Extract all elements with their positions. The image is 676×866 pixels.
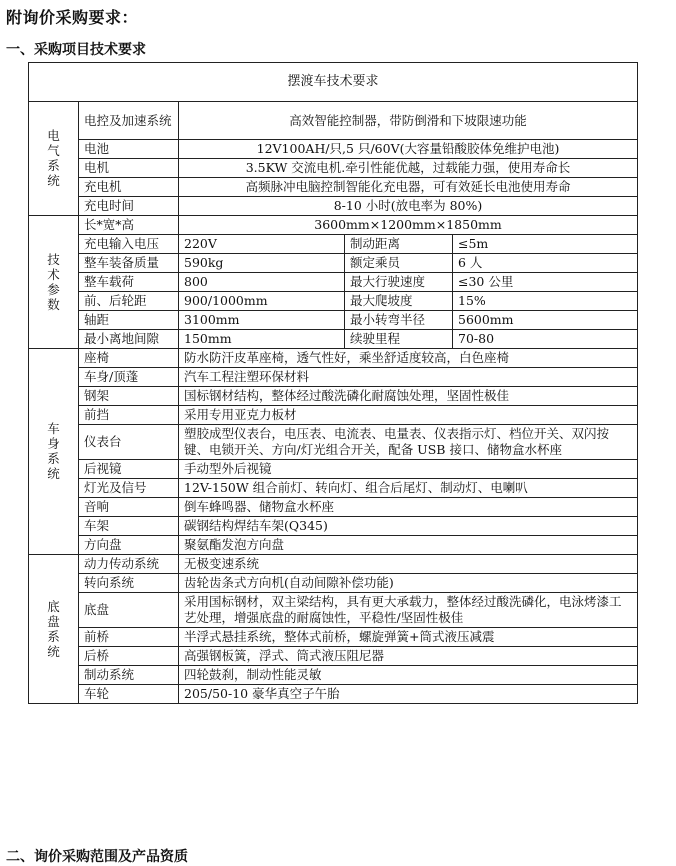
table-row <box>29 368 638 387</box>
table-row <box>29 102 638 140</box>
table-row <box>29 311 638 330</box>
table-row <box>29 574 638 593</box>
row-label: 车架 <box>79 517 179 536</box>
row-label: 整车装备质量 <box>79 254 179 273</box>
table-row <box>29 460 638 479</box>
table-row <box>29 593 638 628</box>
row-label: 车身/顶蓬 <box>79 368 179 387</box>
row-value: 150mm <box>179 330 345 349</box>
row-value: 12V100AH/只,5 只/60V(大容量铅酸胶体免维护电池) <box>179 140 638 159</box>
row-label: 制动系统 <box>79 666 179 685</box>
table-row <box>29 479 638 498</box>
table-row <box>29 425 638 460</box>
category-tech: 技术参数 <box>29 216 79 349</box>
table-row <box>29 330 638 349</box>
row-label: 动力传动系统 <box>79 555 179 574</box>
row-label: 电控及加速系统 <box>79 102 179 140</box>
table-row <box>29 159 638 178</box>
row-label-2: 制动距离 <box>345 235 453 254</box>
row-label: 座椅 <box>79 349 179 368</box>
row-label: 轴距 <box>79 311 179 330</box>
row-value: 聚氨酯发泡方向盘 <box>179 536 638 555</box>
table-row <box>29 140 638 159</box>
row-value: 国标钢材结构，整体经过酸洗磷化耐腐蚀处理，坚固性极佳 <box>179 387 638 406</box>
row-value-2: 15% <box>453 292 638 311</box>
table-row <box>29 387 638 406</box>
table-row <box>29 406 638 425</box>
row-value: 四轮鼓刹，制动性能灵敏 <box>179 666 638 685</box>
table-row <box>29 498 638 517</box>
row-value: 8-10 小时(放电率为 80%) <box>179 197 638 216</box>
table-row <box>29 666 638 685</box>
row-label: 前桥 <box>79 628 179 647</box>
row-value: 采用专用亚克力板材 <box>179 406 638 425</box>
table-row <box>29 536 638 555</box>
table-row <box>29 235 638 254</box>
row-label-2: 续驶里程 <box>345 330 453 349</box>
row-label: 灯光及信号 <box>79 479 179 498</box>
table-row <box>29 628 638 647</box>
row-label: 底盘 <box>79 593 179 628</box>
row-label: 最小离地间隙 <box>79 330 179 349</box>
row-label-2: 最大爬坡度 <box>345 292 453 311</box>
table-row <box>29 349 638 368</box>
spec-table <box>28 62 638 704</box>
table-row <box>29 647 638 666</box>
row-value: 220V <box>179 235 345 254</box>
category-electrical: 电气系统 <box>29 102 79 216</box>
row-label-2: 最大行驶速度 <box>345 273 453 292</box>
row-label: 整车载荷 <box>79 273 179 292</box>
row-label: 电池 <box>79 140 179 159</box>
row-label: 钢架 <box>79 387 179 406</box>
row-value: 碳钢结构焊结车架(Q345) <box>179 517 638 536</box>
row-value: 高强钢板簧，浮式、筒式液压阻尼器 <box>179 647 638 666</box>
row-value: 3.5KW 交流电机.牵引性能优越，过载能力强，使用寿命长 <box>179 159 638 178</box>
row-value: 高效智能控制器，带防倒滑和下坡限速功能 <box>179 102 638 140</box>
row-value: 3600mm×1200mm×1850mm <box>179 216 638 235</box>
row-value-2: ≤5m <box>453 235 638 254</box>
row-label: 前挡 <box>79 406 179 425</box>
row-label: 充电输入电压 <box>79 235 179 254</box>
table-row <box>29 178 638 197</box>
row-value: 倒车蜂鸣器、储物盒水杯座 <box>179 498 638 517</box>
row-value: 防水防汗皮革座椅，透气性好，乘坐舒适度较高，白色座椅 <box>179 349 638 368</box>
table-row <box>29 197 638 216</box>
row-value: 采用国标钢材，双主梁结构，具有更大承载力，整体经过酸洗磷化，电泳烤漆工艺处理，增强底盘的耐腐蚀性，平稳性/坚固性极佳 <box>179 593 638 628</box>
row-label-2: 最小转弯半径 <box>345 311 453 330</box>
section-2-title: 二、询价采购范围及产品资质 <box>6 849 188 865</box>
row-label: 前、后轮距 <box>79 292 179 311</box>
page-heading: 附询价采购要求： <box>6 8 139 27</box>
table-row <box>29 254 638 273</box>
row-value: 高频脉冲电脑控制智能化充电器，可有效延长电池使用寿命 <box>179 178 638 197</box>
row-value: 半浮式悬挂系统，整体式前桥，螺旋弹簧+筒式液压减震 <box>179 628 638 647</box>
row-value: 800 <box>179 273 345 292</box>
table-row <box>29 685 638 704</box>
row-value: 590kg <box>179 254 345 273</box>
table-title-row <box>29 63 638 102</box>
row-label: 长*宽*高 <box>79 216 179 235</box>
table-row <box>29 555 638 574</box>
row-label: 仪表台 <box>79 425 179 460</box>
category-body: 车身系统 <box>29 349 79 555</box>
row-label: 充电时间 <box>79 197 179 216</box>
row-value: 塑胶成型仪表台，电压表、电流表、电量表、仪表指示灯、档位开关、双闪按键、电锁开关、方向/灯光组合开关，配备 USB 接口、储物盒水杯座 <box>179 425 638 460</box>
row-value: 3100mm <box>179 311 345 330</box>
section-1-title: 一、采购项目技术要求 <box>6 42 146 58</box>
table-row <box>29 216 638 235</box>
row-label: 后视镜 <box>79 460 179 479</box>
row-value-2: 5600mm <box>453 311 638 330</box>
category-chassis: 底盘系统 <box>29 555 79 704</box>
row-label-2: 额定乘员 <box>345 254 453 273</box>
row-value: 900/1000mm <box>179 292 345 311</box>
row-label: 方向盘 <box>79 536 179 555</box>
row-label: 车轮 <box>79 685 179 704</box>
row-label: 充电机 <box>79 178 179 197</box>
row-label: 转向系统 <box>79 574 179 593</box>
row-value: 手动型外后视镜 <box>179 460 638 479</box>
row-value: 205/50-10 豪华真空子午胎 <box>179 685 638 704</box>
row-value: 无极变速系统 <box>179 555 638 574</box>
table-row <box>29 517 638 536</box>
row-value: 12V-150W 组合前灯、转向灯、组合后尾灯、制动灯、电喇叭 <box>179 479 638 498</box>
row-value-2: ≤30 公里 <box>453 273 638 292</box>
row-label: 后桥 <box>79 647 179 666</box>
row-label: 电机 <box>79 159 179 178</box>
table-row <box>29 273 638 292</box>
row-value-2: 6 人 <box>453 254 638 273</box>
row-value-2: 70-80 <box>453 330 638 349</box>
row-label: 音响 <box>79 498 179 517</box>
row-value: 汽车工程注塑环保材料 <box>179 368 638 387</box>
table-title: 摆渡车技术要求 <box>29 63 638 102</box>
table-row <box>29 292 638 311</box>
row-value: 齿轮齿条式方向机(自动间隙补偿功能) <box>179 574 638 593</box>
